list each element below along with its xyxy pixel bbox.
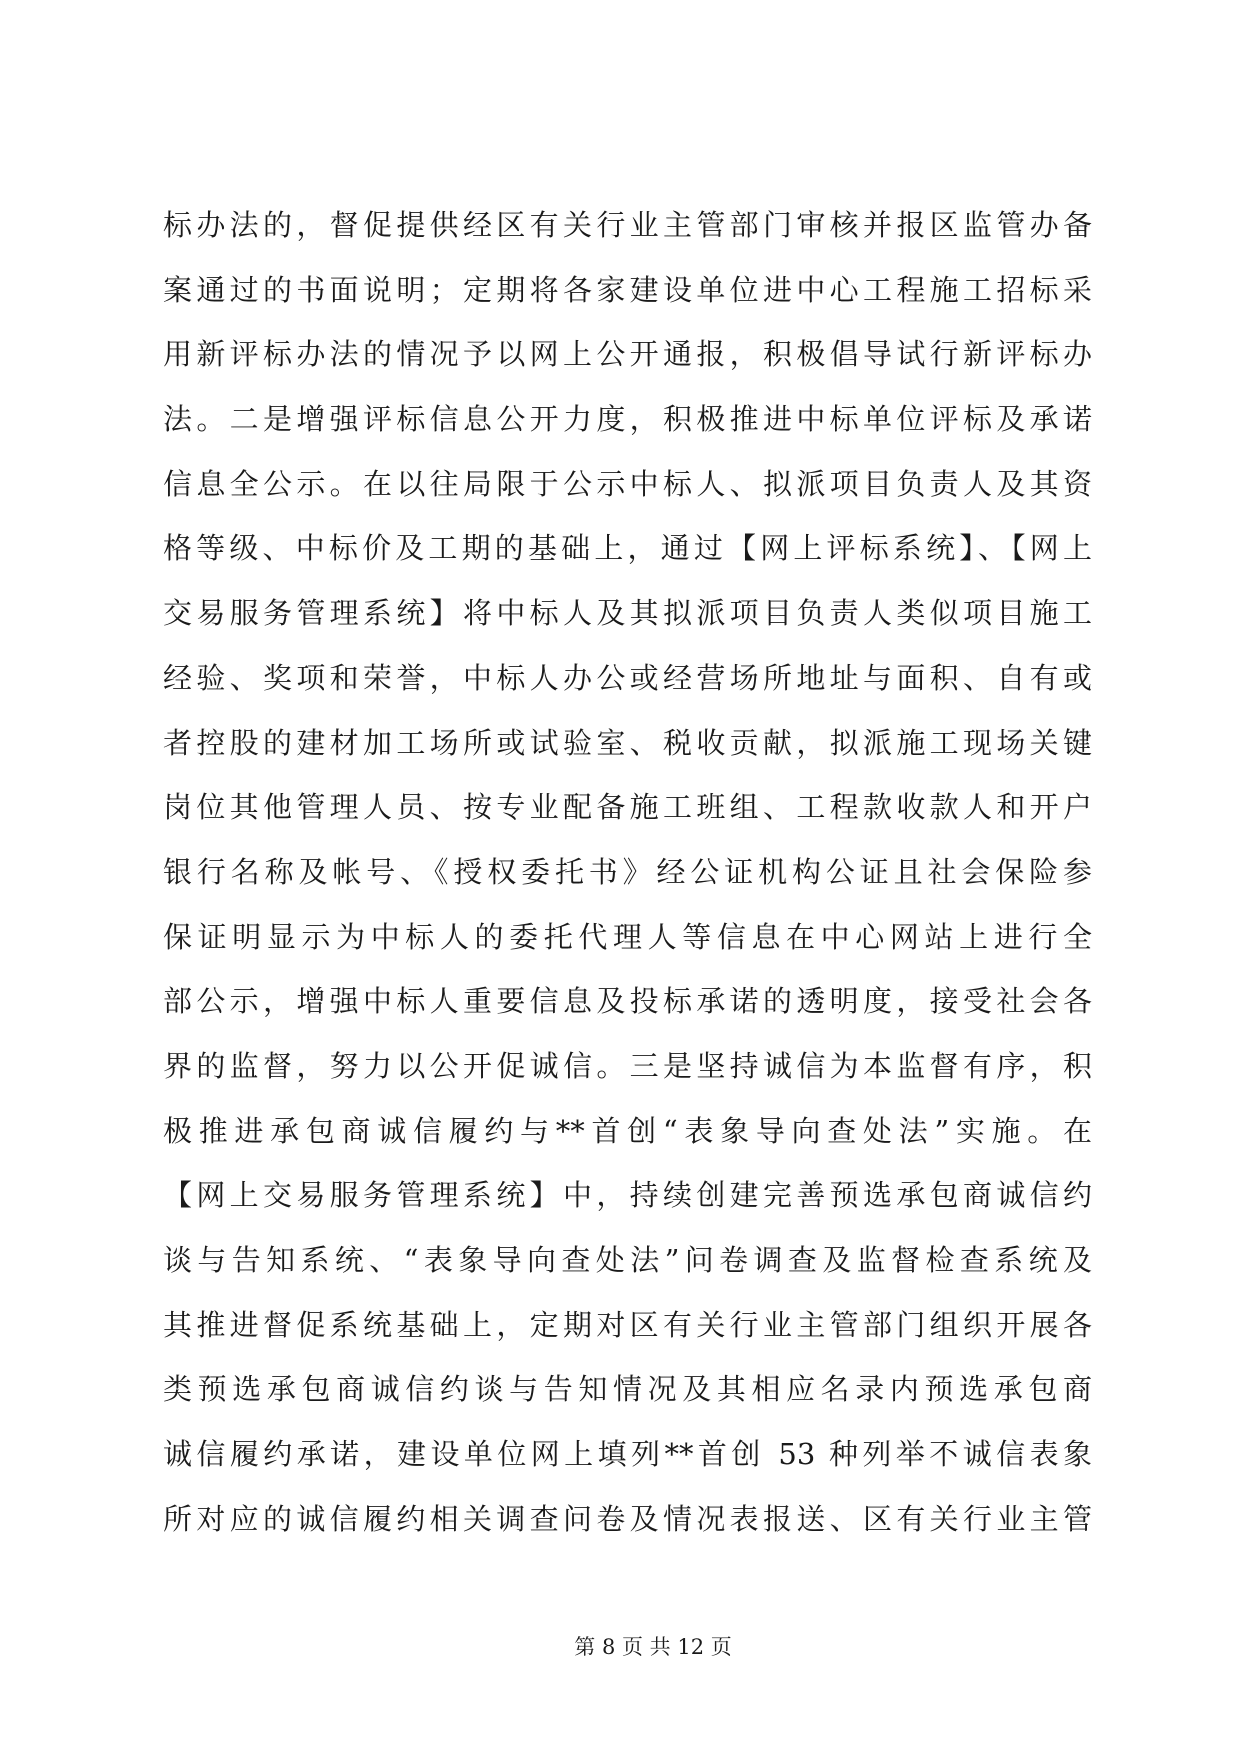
text-line: 用新评标办法的情况予以网上公开通报，积极倡导试行新评标办 [163,337,1092,372]
text-line: 信息全公示。在以往局限于公示中标人、拟派项目负责人及其资 [163,466,1092,501]
text-line: 保证明显示为中标人的委托代理人等信息在中心网站上进行全 [163,919,1092,954]
text-line: 诚信履约承诺，建设单位网上填列**首创 53 种列举不诚信表象 [163,1437,1092,1472]
text-line: 岗位其他管理人员、按专业配备施工班组、工程款收款人和开户 [163,790,1092,825]
text-line: 谈与告知系统、“表象导向查处法”问卷调查及监督检查系统及 [163,1243,1092,1277]
text-line: 经验、奖项和荣誉，中标人办公或经营场所地址与面积、自有或 [163,660,1092,695]
document-body [163,193,1092,1551]
text-line: 银行名称及帐号、《授权委托书》经公证机构公证且社会保险参 [163,854,1092,889]
text-line: 部公示，增强中标人重要信息及投标承诺的透明度，接受社会各 [163,984,1092,1019]
text-line: 极推进承包商诚信履约与**首创“表象导向查处法”实施。在 [163,1113,1092,1148]
text-line: 【网上交易服务管理系统】中，持续创建完善预选承包商诚信约 [163,1178,1092,1213]
text-line: 类预选承包商诚信约谈与告知情况及其相应名录内预选承包商 [163,1372,1092,1407]
text-line: 界的监督，努力以公开促诚信。三是坚持诚信为本监督有序，积 [163,1048,1092,1083]
text-line: 所对应的诚信履约相关调查问卷及情况表报送、区有关行业主管 [163,1501,1092,1536]
text-line: 格等级、中标价及工期的基础上，通过【网上评标系统】、【网上 [163,531,1092,566]
text-line: 标办法的，督促提供经区有关行业主管部门审核并报区监管办备 [163,208,1092,242]
text-line: 法。二是增强评标信息公开力度，积极推进中标单位评标及承诺 [163,402,1092,437]
text-line: 交易服务管理系统】将中标人及其拟派项目负责人类似项目施工 [163,596,1092,631]
text-line: 案通过的书面说明；定期将各家建设单位进中心工程施工招标采 [163,272,1092,307]
page-footer: 第 8 页 共 12 页 [574,1635,732,1659]
text-line: 其推进督促系统基础上，定期对区有关行业主管部门组织开展各 [163,1307,1092,1342]
text-line: 者控股的建材加工场所或试验室、税收贡献，拟派施工现场关键 [163,725,1092,760]
